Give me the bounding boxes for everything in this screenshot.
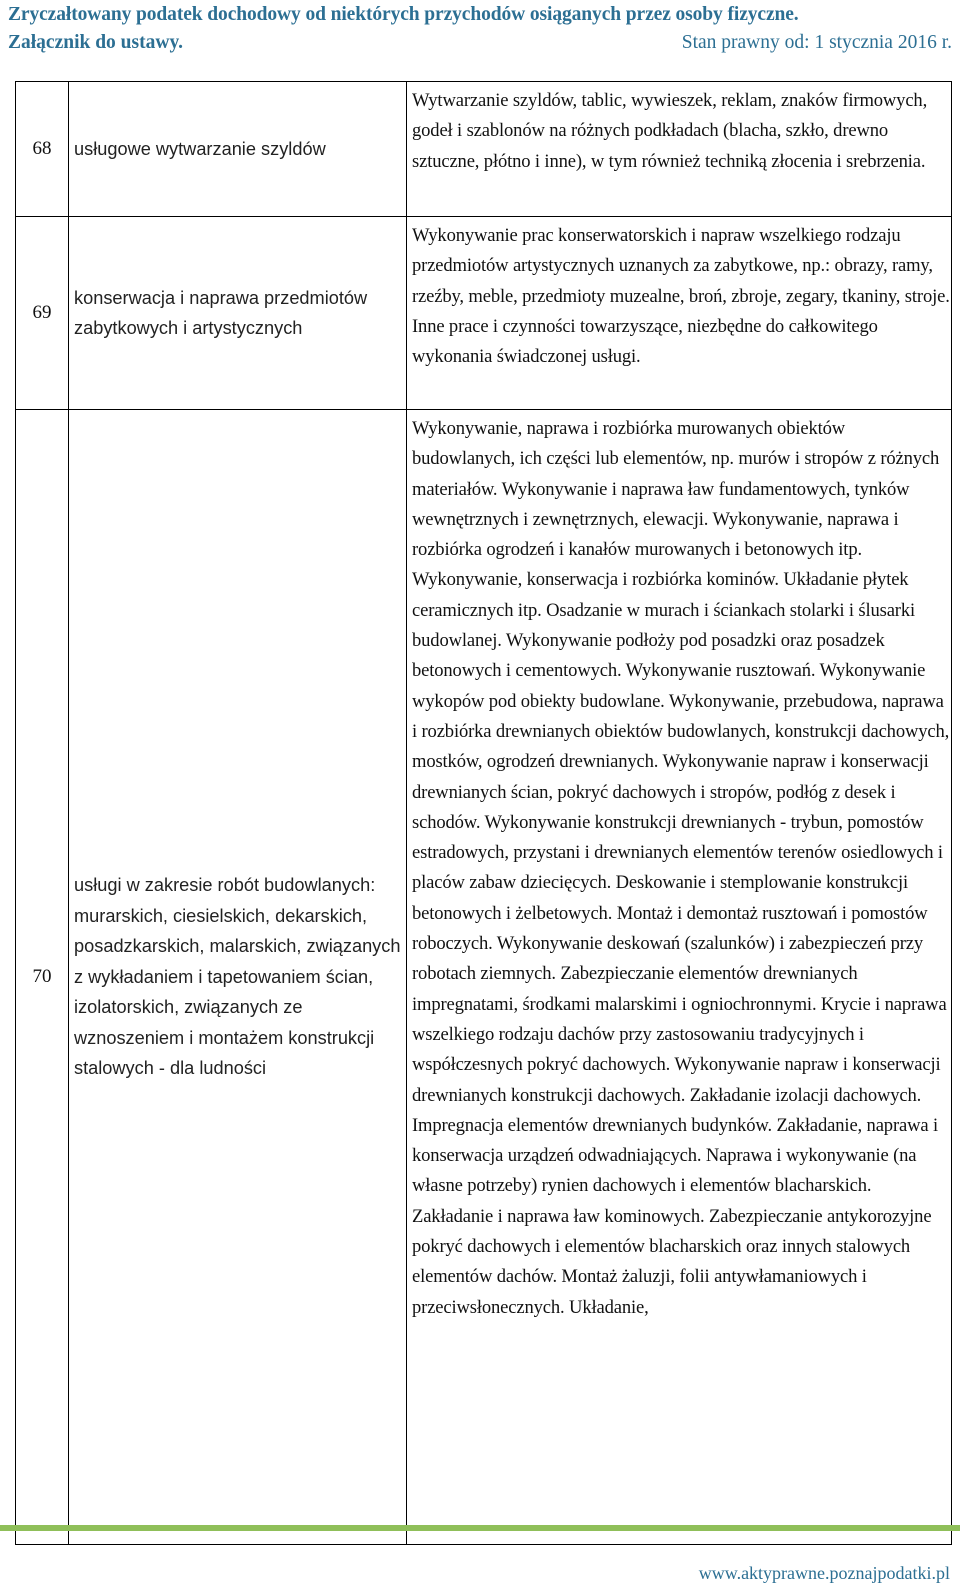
activity-name: usługowe wytwarzanie szyldów [69,82,407,217]
activity-name: konserwacja i naprawa przedmiotów zabytkowych i artystycznych [69,217,407,410]
legal-status [682,32,952,54]
footer-divider [0,1525,960,1531]
activity-description: Wytwarzanie szyldów, tablic, wywieszek, reklam, znaków firmowych, godeł i szablonów na różnych podkładach (blacha, szkło, drewno sztuczne, płótno i inne), w tym również techniką złocenia i srebrzenia. [407,82,952,217]
legal-status-label: Stan prawny od: [681,32,810,53]
table-row [16,410,952,1545]
row-number: 70 [16,410,69,1545]
row-number: 68 [16,82,69,217]
activity-description: Wykonywanie prac konserwatorskich i napraw wszelkiego rodzaju przedmiotów artystycznych uznanych za zabytkowe, np.: obrazy, ramy, rzeźby, meble, przedmioty muzealne, broń, zbroje, zegary, tkaniny, stroje. Inne prace i czynności towarzyszące, niezbędne do całkowitego wykonania świadczonej usługi. [407,217,952,410]
legal-status-date: 1 stycznia 2016 r. [814,32,952,53]
document-title: Zryczałtowany podatek dochodowy od niektórych przychodów osiąganych przez osoby fizyczne. [8,4,799,25]
row-number: 69 [16,217,69,410]
activity-name: usługi w zakresie robót budowlanych: murarskich, ciesielskich, dekarskich, posadzkarskich, malarskich, związanych z wykładaniem i tapetowaniem ścian, izolatorskich, związanych ze wznoszeniem i montażem konstrukcji stalowych - dla ludności [69,410,407,1545]
table-row [16,217,952,410]
activities-table [15,81,952,1545]
activity-description: Wykonywanie, naprawa i rozbiórka murowanych obiektów budowlanych, ich części lub elementów, np. murów i stropów z różnych materiałów. Wykonywanie i naprawa ław fundamentowych, tynków wewnętrznych i zewnętrznych, elewacji. Wykonywanie, naprawa i rozbiórka ogrodzeń i kanałów murowanych i betonowych itp. Wykonywanie, konserwacja i rozbiórka kominów. Układanie płytek ceramicznych itp. Osadzanie w murach i ściankach stolarki i ślusarki budowlanej. Wykonywanie podłoży pod posadzki oraz posadzek betonowych i cementowych. Wykonywanie rusztowań. Wykonywanie wykopów pod obiekty budowlane. Wykonywanie, przebudowa, naprawa i rozbiórka drewnianych obiektów budowlanych, konstrukcji dachowych, mostków, ogrodzeń drewnianych. Wykonywanie napraw i konserwacji drewnianych ścian, pokryć dachowych i stropów, podłóg z desek i schodów. Wykonywanie konstrukcji drewnianych - trybun, pomostów estradowych, przystani i drewnianych elementów terenów osiedlowych i placów zabaw dziecięcych. Deskowanie i stemplowanie konstrukcji betonowych i żelbetowych. Montaż i demontaż rusztowań i pomostów roboczych. Wykonywanie deskowań (szalunków) i zabezpieczeń przy robotach ziemnych. Zabezpieczanie elementów drewnianych impregnatami, środkami malarskimi i ogniochronnymi. Krycie i naprawa wszelkiego rodzaju dachów przy zastosowaniu tradycyjnych i współczesnych pokryć dachowych. Wykonywanie napraw i konserwacji drewnianych konstrukcji dachowych. Zakładanie izolacji dachowych. Impregnacja elementów drewnianych budynków. Zakładanie, naprawa i konserwacja urządzeń odwadniających. Naprawa i wykonywanie (na własne potrzeby) rynien dachowych i elementów blacharskich. Zakładanie i naprawa ław kominowych. Zabezpieczanie antykorozyjne pokryć dachowych i elementów blacharskich oraz innych stalowych elementów dachów. Montaż żaluzji, folii antywłamaniowych i przeciwsłonecznych. Układanie, [407,410,952,1545]
table-row [16,82,952,217]
header-subline [8,32,952,58]
annex-label: Załącznik do ustawy. [8,32,183,53]
footer-website-link[interactable]: www.aktyprawne.poznajpodatki.pl [698,1563,950,1583]
